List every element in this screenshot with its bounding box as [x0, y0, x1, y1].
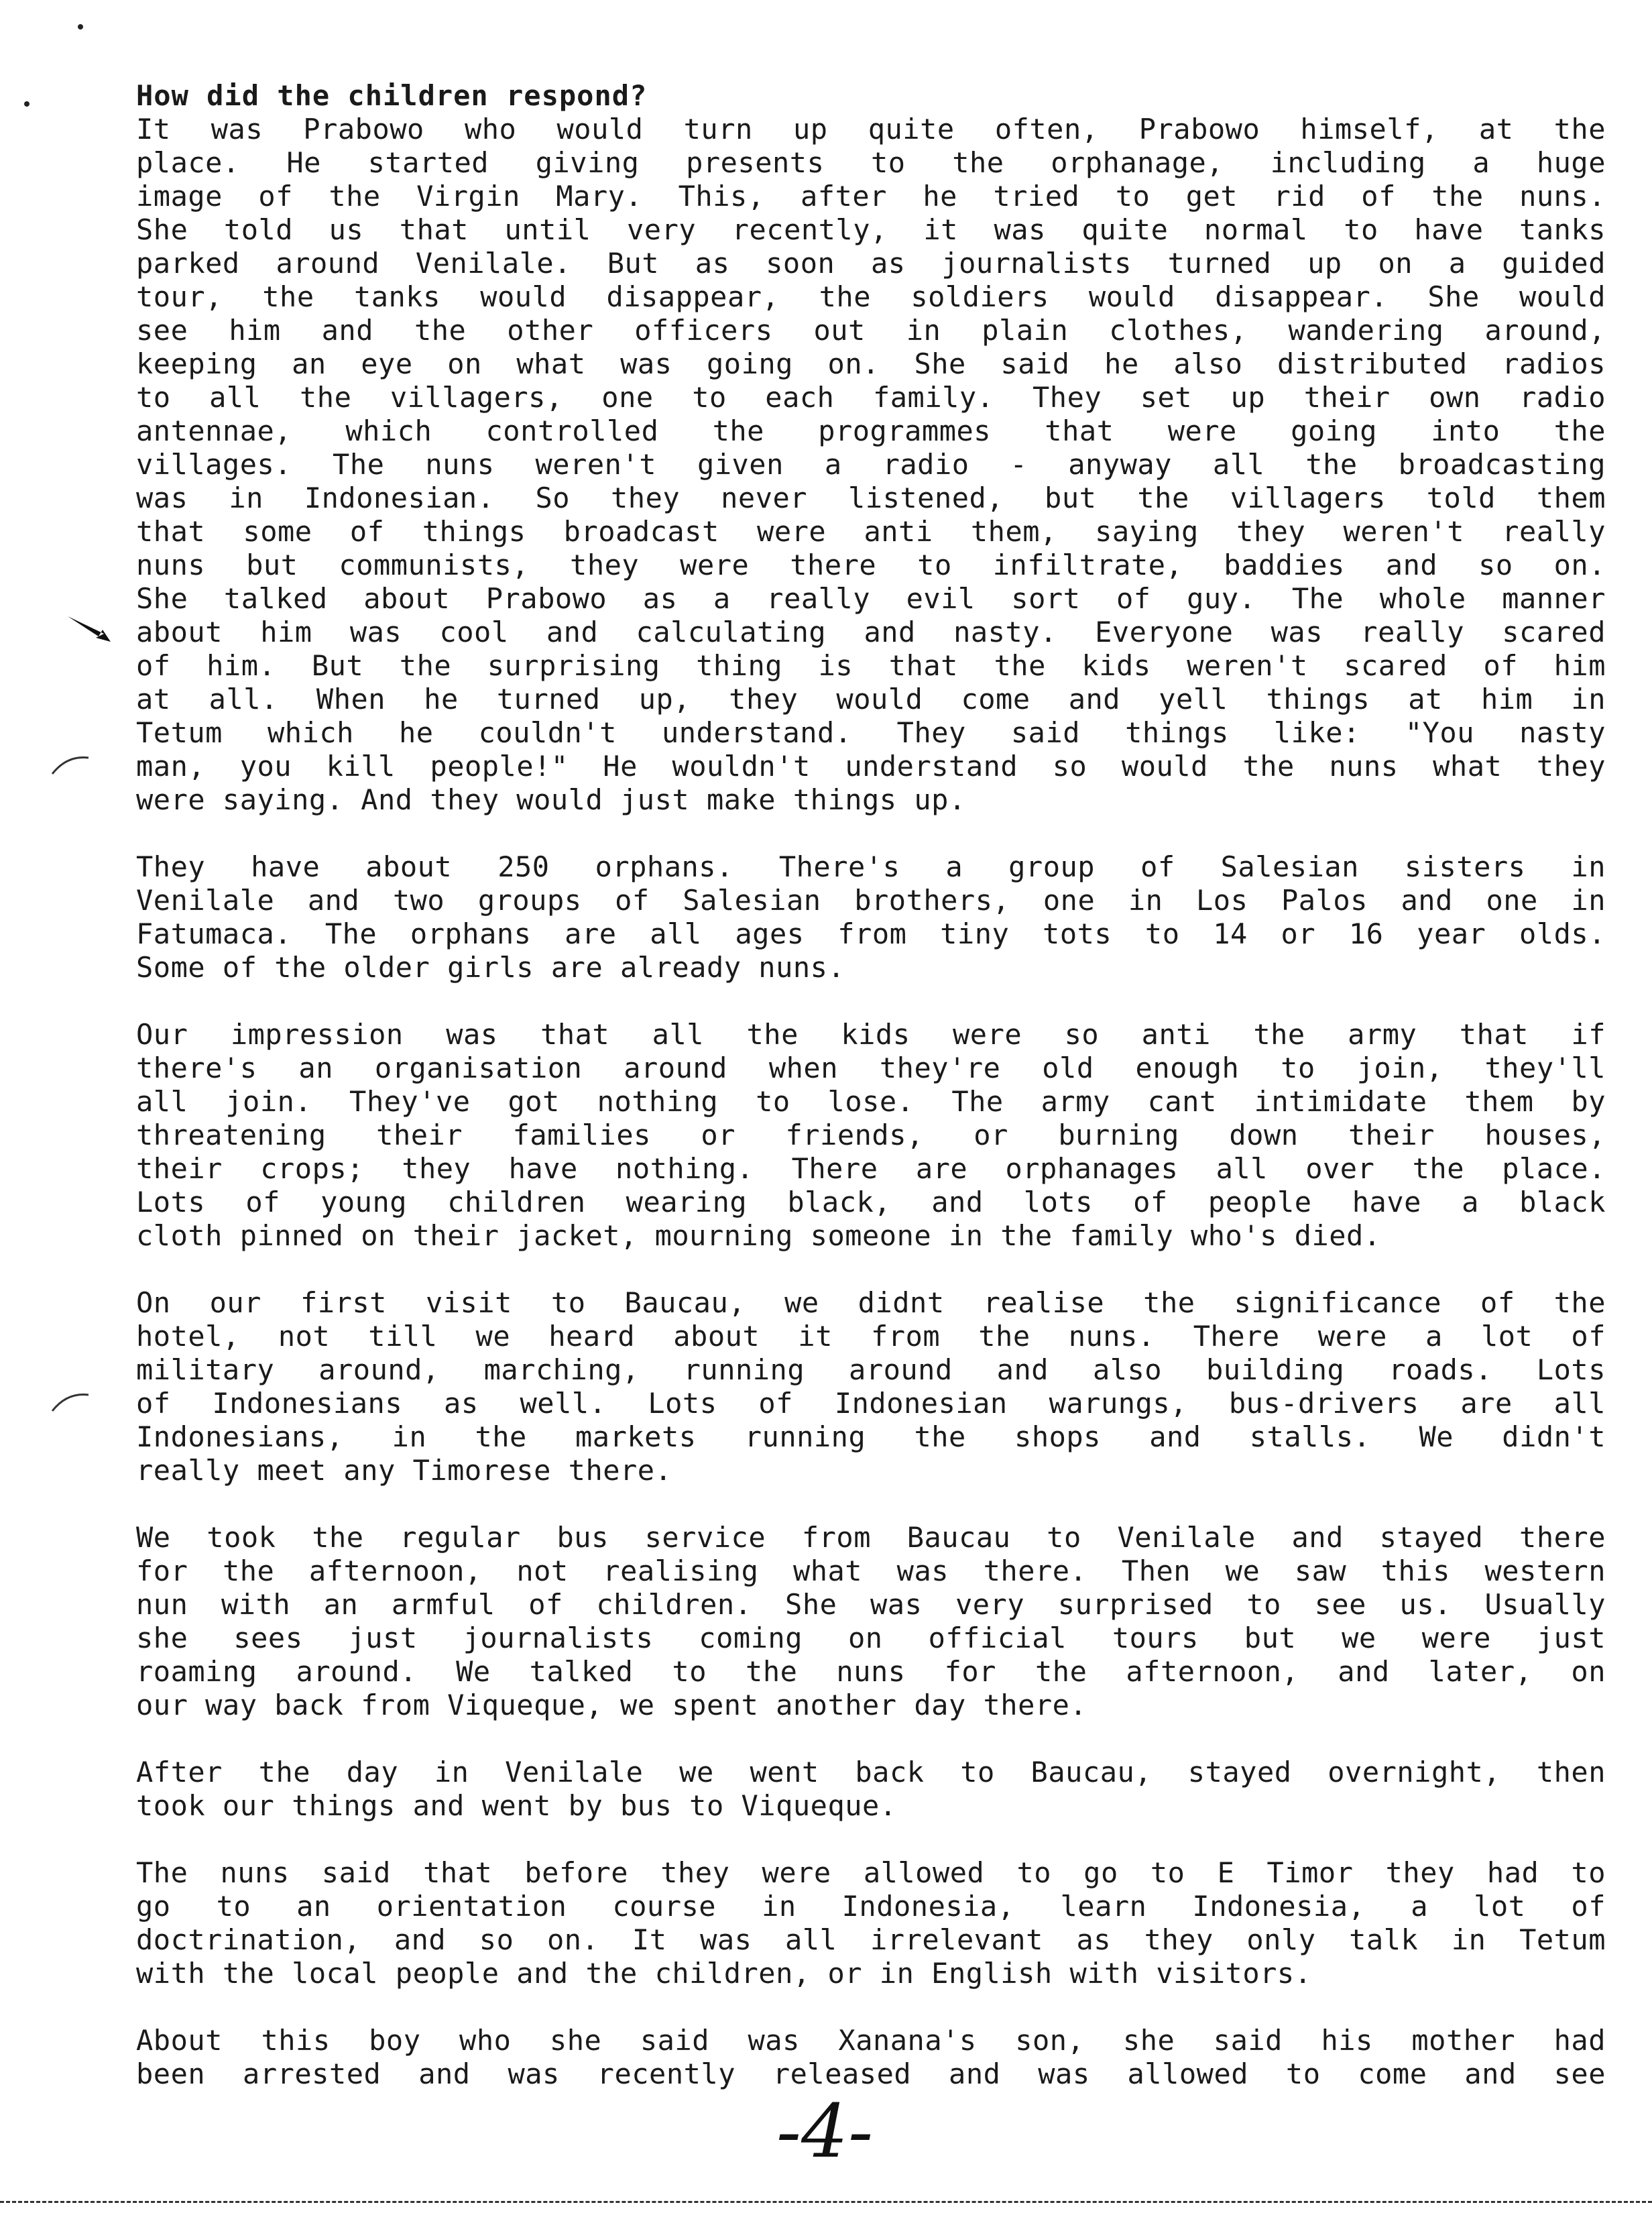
page-number: -4-	[776, 2088, 874, 2174]
text-line: Some of the older girls are already nuns.	[136, 951, 845, 984]
text-line: roaming around. We talked to the nuns for the afternoon, and later, on	[136, 1655, 1606, 1688]
text-line: She talked about Prabowo as a really evil sort of guy. The whole manner	[136, 582, 1606, 615]
section-heading: How did the children respond?	[136, 79, 648, 112]
text-line: We took the regular bus service from Baucau to Venilale and stayed there	[136, 1521, 1606, 1554]
text-line: Venilale and two groups of Salesian brothers, one in Los Palos and one in	[136, 884, 1606, 917]
text-line: They have about 250 orphans. There's a group of Salesian sisters in	[136, 850, 1606, 883]
text-line: man, you kill people!" He wouldn't understand so would the nuns what they	[136, 750, 1606, 783]
text-line: Lots of young children wearing black, and lots of people have a black	[136, 1186, 1606, 1218]
text-line: at all. When he turned up, they would come and yell things at him in	[136, 683, 1606, 716]
margin-bracket-mark	[47, 1388, 94, 1415]
text-line: about him was cool and calculating and nasty. Everyone was really scared	[136, 616, 1606, 648]
document-body	[136, 79, 1606, 2091]
text-line: of Indonesians as well. Lots of Indonesian warungs, bus-drivers are all	[136, 1387, 1606, 1420]
text-line: doctrination, and so on. It was all irrelevant as they only talk in Tetum	[136, 1923, 1606, 1956]
text-line: She told us that until very recently, it was quite normal to have tanks	[136, 213, 1606, 246]
text-line: really meet any Timorese there.	[136, 1454, 672, 1487]
text-line: that some of things broadcast were anti them, saying they weren't really	[136, 515, 1606, 548]
paragraph	[136, 1756, 1606, 1823]
text-line: for the afternoon, not realising what was there. Then we saw this western	[136, 1554, 1606, 1587]
margin-arrow-mark	[64, 607, 117, 647]
text-line: cloth pinned on their jacket, mourning someone in the family who's died.	[136, 1219, 1381, 1252]
text-line: see him and the other officers out in plain clothes, wandering around,	[136, 314, 1606, 347]
text-line: Indonesians, in the markets running the shops and stalls. We didn't	[136, 1420, 1606, 1453]
text-line: image of the Virgin Mary. This, after he tried to get rid of the nuns.	[136, 180, 1606, 213]
paragraph-gap	[136, 1722, 1606, 1756]
paragraph	[136, 1286, 1606, 1487]
paragraph-gap	[136, 1990, 1606, 2024]
text-line: nuns but communists, they were there to infiltrate, baddies and so on.	[136, 549, 1606, 581]
text-line: there's an organisation around when they're old enough to join, they'll	[136, 1052, 1606, 1084]
text-line: Tetum which he couldn't understand. They said things like: "You nasty	[136, 716, 1606, 749]
paragraph	[136, 1521, 1606, 1722]
text-line: was in Indonesian. So they never listened, but the villagers told them	[136, 481, 1606, 514]
text-line: were saying. And they would just make things up.	[136, 783, 966, 816]
paragraph	[136, 1018, 1606, 1253]
text-line: go to an orientation course in Indonesia, learn Indonesia, a lot of	[136, 1890, 1606, 1923]
text-line: It was Prabowo who would turn up quite often, Prabowo himself, at the	[136, 113, 1606, 146]
text-line: their crops; they have nothing. There are orphanages all over the place.	[136, 1152, 1606, 1185]
text-line: threatening their families or friends, or burning down their houses,	[136, 1119, 1606, 1151]
text-line: About this boy who she said was Xanana's son, she said his mother had	[136, 2024, 1606, 2057]
paragraph	[136, 850, 1606, 984]
paragraph	[136, 1856, 1606, 1990]
text-line: to all the villagers, one to each family. They set up their own radio	[136, 381, 1606, 414]
text-line: Fatumaca. The orphans are all ages from tiny tots to 14 or 16 year olds.	[136, 917, 1606, 950]
text-line: of him. But the surprising thing is that the kids weren't scared of him	[136, 649, 1606, 682]
page-bottom-rule	[0, 2201, 1652, 2203]
paragraph	[136, 2024, 1606, 2091]
margin-bracket-mark	[47, 751, 94, 778]
text-line: After the day in Venilale we went back to Baucau, stayed overnight, then	[136, 1756, 1606, 1789]
text-line: military around, marching, running around and also building roads. Lots	[136, 1353, 1606, 1386]
paragraph-gap	[136, 817, 1606, 850]
text-line: parked around Venilale. But as soon as journalists turned up on a guided	[136, 247, 1606, 280]
text-line: hotel, not till we heard about it from the nuns. There were a lot of	[136, 1320, 1606, 1353]
text-line: Our impression was that all the kids were so anti the army that if	[136, 1018, 1606, 1051]
paragraph-gap	[136, 1253, 1606, 1286]
paragraph	[136, 113, 1606, 817]
text-line: antennae, which controlled the programmes that were going into the	[136, 414, 1606, 447]
margin-dot-mark	[20, 97, 34, 111]
text-line: villages. The nuns weren't given a radio - anyway all the broadcasting	[136, 448, 1606, 481]
text-line: took our things and went by bus to Viqueque.	[136, 1789, 897, 1822]
text-line: keeping an eye on what was going on. She said he also distributed radios	[136, 347, 1606, 380]
paragraph-gap	[136, 1823, 1606, 1856]
text-line: she sees just journalists coming on official tours but we were just	[136, 1622, 1606, 1654]
margin-dot-mark	[74, 20, 87, 34]
text-line: tour, the tanks would disappear, the soldiers would disappear. She would	[136, 280, 1606, 313]
text-line: The nuns said that before they were allowed to go to E Timor they had to	[136, 1856, 1606, 1889]
paragraph-gap	[136, 1487, 1606, 1521]
text-line: On our first visit to Baucau, we didnt realise the significance of the	[136, 1286, 1606, 1319]
text-line: our way back from Viqueque, we spent another day there.	[136, 1689, 1087, 1721]
text-line: all join. They've got nothing to lose. The army cant intimidate them by	[136, 1085, 1606, 1118]
text-line: been arrested and was recently released and was allowed to come and see	[136, 2057, 1606, 2090]
text-line: nun with an armful of children. She was very surprised to see us. Usually	[136, 1588, 1606, 1621]
text-line: place. He started giving presents to the orphanage, including a huge	[136, 146, 1606, 179]
text-line: with the local people and the children, or in English with visitors.	[136, 1957, 1312, 1990]
paragraph-gap	[136, 984, 1606, 1018]
